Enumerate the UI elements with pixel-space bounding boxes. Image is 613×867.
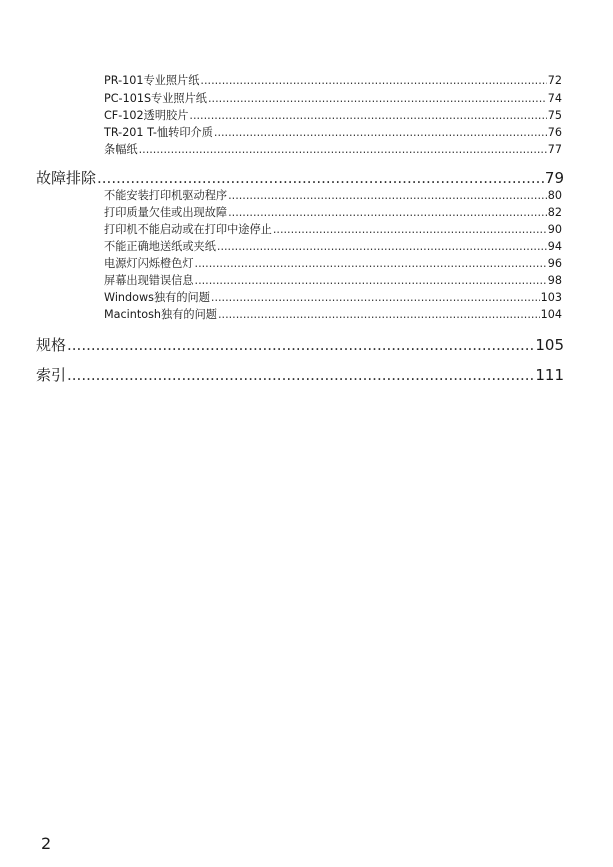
toc-entry-page: 80 <box>547 189 562 202</box>
toc-entry-title: 打印机不能启动或在打印中途停止 <box>104 223 272 236</box>
page-number: 2 <box>41 834 52 853</box>
toc-entry[interactable] <box>104 72 562 87</box>
toc-entry-page: 74 <box>547 92 562 105</box>
toc-entry-page: 96 <box>547 257 562 270</box>
dot-leader <box>97 169 544 187</box>
toc-entry-page: 104 <box>540 308 562 321</box>
toc-entry[interactable] <box>104 255 562 270</box>
toc-entry[interactable] <box>104 238 562 253</box>
toc-entry[interactable] <box>104 141 562 156</box>
toc-entry-page: 103 <box>540 291 562 304</box>
toc-entry-page: 98 <box>547 274 562 287</box>
dot-leader <box>189 109 546 122</box>
toc-chapter-troubleshooting[interactable] <box>36 167 564 187</box>
toc-entry-page: 90 <box>547 223 562 236</box>
toc-entry-title: PR-101专业照片纸 <box>104 74 200 87</box>
toc-chapter-title: 规格 <box>36 336 67 354</box>
toc-entry-page: 82 <box>547 206 562 219</box>
toc-entry[interactable] <box>104 124 562 139</box>
dot-leader <box>195 274 547 287</box>
dot-leader <box>67 366 534 384</box>
dot-leader <box>214 126 547 139</box>
dot-leader <box>273 223 547 236</box>
toc-entry-title: TR-201 T-恤转印介质 <box>104 126 213 139</box>
dot-leader <box>228 206 547 219</box>
dot-leader <box>211 291 540 304</box>
dot-leader <box>228 189 547 202</box>
toc-entry[interactable] <box>104 221 562 236</box>
dot-leader <box>200 74 546 87</box>
toc-entry-title: 屏幕出现错误信息 <box>104 274 194 287</box>
dot-leader <box>139 143 547 156</box>
toc-entry[interactable] <box>104 289 562 304</box>
toc-entry-page: 94 <box>547 240 562 253</box>
dot-leader <box>67 336 534 354</box>
toc-chapter-specs[interactable] <box>36 334 564 354</box>
dot-leader <box>218 308 540 321</box>
toc-entry-page: 75 <box>547 109 562 122</box>
toc-entry[interactable] <box>104 107 562 122</box>
toc-entry[interactable] <box>104 90 562 105</box>
toc-entry-title: Macintosh独有的问题 <box>104 308 217 321</box>
toc-chapter-page: 111 <box>535 366 564 384</box>
toc-entry-title: 不能正确地送纸或夹纸 <box>104 240 216 253</box>
dot-leader <box>208 92 547 105</box>
toc-chapter-title: 故障排除 <box>36 169 97 187</box>
toc-entry-page: 72 <box>547 74 562 87</box>
toc-entry-title: 不能安装打印机驱动程序 <box>104 189 228 202</box>
toc-entry-title: PC-101S专业照片纸 <box>104 92 207 105</box>
dot-leader <box>217 240 547 253</box>
toc-entry-title: 电源灯闪烁橙色灯 <box>104 257 194 270</box>
dot-leader <box>195 257 547 270</box>
toc-entry[interactable] <box>104 204 562 219</box>
toc-chapter-page: 79 <box>544 169 564 187</box>
toc-chapter-title: 索引 <box>36 366 67 384</box>
toc-chapter-page: 105 <box>535 336 564 354</box>
toc-entry-page: 77 <box>547 143 562 156</box>
toc-chapter-index[interactable] <box>36 364 564 384</box>
toc-entry-title: 条幅纸 <box>104 143 138 156</box>
toc-entry[interactable] <box>104 272 562 287</box>
toc-entry[interactable] <box>104 187 562 202</box>
toc-entry[interactable] <box>104 306 562 321</box>
toc-entry-title: Windows独有的问题 <box>104 291 210 304</box>
toc-entry-title: 打印质量欠佳或出现故障 <box>104 206 228 219</box>
toc-entry-title: CF-102透明胶片 <box>104 109 189 122</box>
toc-entry-page: 76 <box>547 126 562 139</box>
